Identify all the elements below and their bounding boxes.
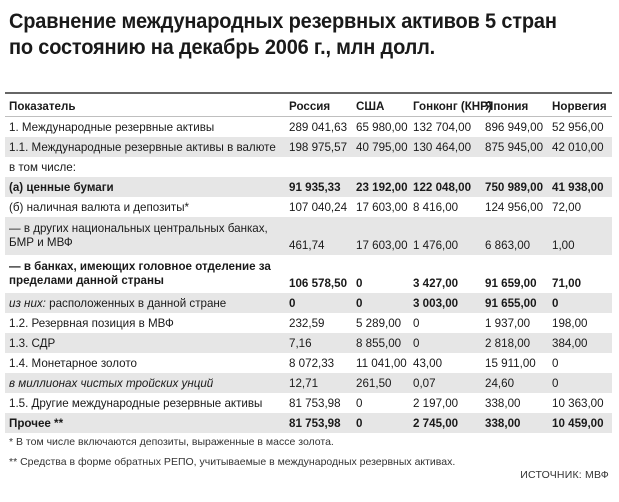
table-cell: 198,00 <box>552 316 588 330</box>
title-line-1: Сравнение международных резервных активов 5 стран <box>9 9 557 33</box>
table-row <box>5 197 612 217</box>
table-cell: 1 937,00 <box>485 316 531 330</box>
table-row <box>5 293 612 313</box>
table-cell: 23 192,00 <box>352 177 409 197</box>
table-cell: 338,00 <box>485 396 521 410</box>
row-label: 1. Международные резервные активы <box>9 120 215 134</box>
table-cell: 338,00 <box>481 413 548 433</box>
table-cell: 1 476,00 <box>409 217 481 255</box>
table-cell: 132 704,00 <box>413 120 472 134</box>
table-cell: 896 949,00 <box>485 120 544 134</box>
table-cell: 71,00 <box>552 277 582 290</box>
table-cell: 122 048,00 <box>409 177 481 197</box>
table-row <box>5 117 612 138</box>
table-cell: 2 197,00 <box>413 396 459 410</box>
table-cell: 10 459,00 <box>548 413 612 433</box>
table-row <box>5 393 612 413</box>
table-cell: 106 578,50 <box>289 277 348 290</box>
table-cell: 65 980,00 <box>356 120 408 134</box>
row-label: 1.2. Резервная позиция в МВФ <box>9 316 174 330</box>
table-cell: 198 975,57 <box>285 137 352 157</box>
row-label-italic: из них: <box>9 296 46 310</box>
table-cell: 17 603,00 <box>356 200 408 214</box>
column-header: Япония <box>481 94 548 117</box>
table-cell: 130 464,00 <box>409 137 481 157</box>
table-cell: 3 427,00 <box>413 277 459 290</box>
table-row <box>5 255 612 293</box>
table-body <box>5 117 612 434</box>
table-cell: 461,74 <box>285 217 352 255</box>
row-label: — в других национальных центральных банках, БМР и МВФ <box>5 217 285 255</box>
row-label: (а) ценные бумаги <box>5 177 285 197</box>
table-cell: 52 956,00 <box>552 120 604 134</box>
table-cell: 17 603,00 <box>352 217 409 255</box>
table-cell: 15 911,00 <box>485 356 536 370</box>
table-cell <box>548 157 612 177</box>
row-label: 1.1. Международные резервные активы в валюте <box>5 137 285 157</box>
column-header: Показатель <box>5 94 285 117</box>
table-cell: 10 363,00 <box>552 396 604 410</box>
table-cell: 5 289,00 <box>356 316 402 330</box>
footnote-2: ** Средства в форме обратных РЕПО, учитываемые в международных резервных активах. <box>9 456 456 468</box>
table-cell: 81 753,98 <box>285 413 352 433</box>
title-line-2: по состоянию на декабрь 2006 г., млн долл. <box>9 35 435 59</box>
table-cell: 11 041,00 <box>356 356 407 370</box>
table-cell: 24,60 <box>481 373 548 393</box>
row-label: в миллионах чистых тройских унций <box>5 373 285 393</box>
table-row <box>5 353 612 373</box>
row-label: — в банках, имеющих головное отделение за пределами данной страны <box>9 260 271 287</box>
table-cell <box>481 157 548 177</box>
table-cell: 0 <box>413 316 420 330</box>
table-cell: 1,00 <box>548 217 612 255</box>
table-cell: 41 938,00 <box>548 177 612 197</box>
reserves-table <box>5 92 612 433</box>
table-cell: 0 <box>552 356 559 370</box>
table-cell: 8 072,33 <box>289 356 335 370</box>
table-cell: 384,00 <box>548 333 612 353</box>
table-cell: 8 416,00 <box>413 200 459 214</box>
page-title <box>9 8 567 60</box>
table-cell: 232,59 <box>289 316 325 330</box>
table-cell: 2 818,00 <box>481 333 548 353</box>
table-cell: 0 <box>548 373 612 393</box>
row-label-rest: расположенных в данной стране <box>45 296 227 310</box>
table-cell: 750 989,00 <box>481 177 548 197</box>
table-cell: 2 745,00 <box>409 413 481 433</box>
column-header: США <box>352 94 409 117</box>
table-cell: 0 <box>352 413 409 433</box>
table-cell: 40 795,00 <box>352 137 409 157</box>
table-cell: 43,00 <box>413 356 443 370</box>
table-cell: 7,16 <box>285 333 352 353</box>
table-row <box>5 313 612 333</box>
row-label: в том числе: <box>9 160 76 174</box>
table-cell: 875 945,00 <box>481 137 548 157</box>
table-cell: 6 863,00 <box>481 217 548 255</box>
table-row <box>5 373 612 393</box>
column-header: Норвегия <box>548 94 612 117</box>
row-label: 1.4. Монетарное золото <box>9 356 137 370</box>
table-cell: 0 <box>356 396 363 410</box>
table-cell <box>352 157 409 177</box>
table-cell: 0 <box>548 293 612 313</box>
table-cell: 72,00 <box>552 200 582 214</box>
table-cell: 91 935,33 <box>285 177 352 197</box>
row-label <box>5 293 285 313</box>
row-label: 1.3. СДР <box>5 333 285 353</box>
table-row <box>5 137 612 157</box>
row-label: (б) наличная валюта и депозиты* <box>9 200 190 214</box>
table-cell: 8 855,00 <box>352 333 409 353</box>
table-cell: 3 003,00 <box>409 293 481 313</box>
table-header-row <box>5 94 612 117</box>
table-cell: 0 <box>285 293 352 313</box>
table-cell: 42 010,00 <box>548 137 612 157</box>
row-label: 1.5. Другие международные резервные активы <box>9 396 263 410</box>
table-cell: 261,50 <box>352 373 409 393</box>
table-cell: 0,07 <box>409 373 481 393</box>
table-row <box>5 217 612 255</box>
column-header: Россия <box>285 94 352 117</box>
table-cell: 0 <box>356 277 363 290</box>
table-cell: 12,71 <box>285 373 352 393</box>
table-cell <box>409 157 481 177</box>
table-cell <box>285 157 352 177</box>
row-label: Прочее ** <box>5 413 285 433</box>
table-cell: 289 041,63 <box>289 120 348 134</box>
table-cell: 91 655,00 <box>481 293 548 313</box>
table-cell: 124 956,00 <box>485 200 544 214</box>
table-row <box>5 413 612 433</box>
table-cell: 0 <box>352 293 409 313</box>
table-cell: 91 659,00 <box>485 277 537 290</box>
table-row <box>5 333 612 353</box>
footnote-1: * В том числе включаются депозиты, выраженные в массе золота. <box>9 436 334 448</box>
table-row <box>5 157 612 177</box>
source-label: ИСТОЧНИК: МВФ <box>520 469 609 481</box>
table-cell: 107 040,24 <box>289 200 348 214</box>
table-cell: 81 753,98 <box>289 396 341 410</box>
table-row <box>5 177 612 197</box>
column-header: Гонконг (КНР) <box>409 94 481 117</box>
table-cell: 0 <box>409 333 481 353</box>
